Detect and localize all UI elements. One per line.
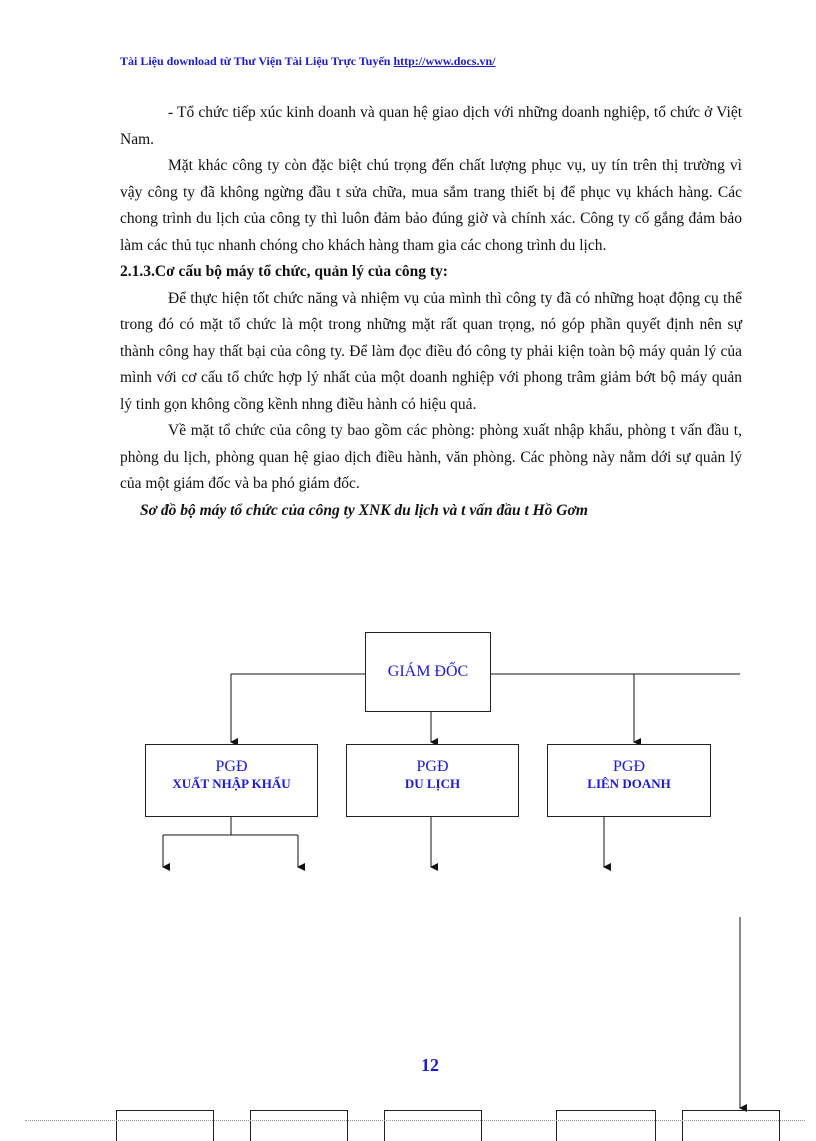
- paragraph-2: Mặt khác công ty còn đặc biệt chú trọng đến chất lượng phục vụ, uy tín trên thị trường vì vậy công ty đã không ngừng đầu t sửa chữa, mua sắm trang thiết bị để phục vụ khách hàng. Các chong trình du lịch của công ty thì luôn đảm bảo đúng giờ và chính xác. Công ty cố gắng đảm bảo làm các thủ tục nhanh chóng cho khách hàng tham gia các chong trình du lịch.: [120, 157, 742, 254]
- director-box: [365, 632, 491, 712]
- paragraph-1: - Tổ chức tiếp xúc kinh doanh và quan hệ giao dịch với những doanh nghiệp, tổ chức ở Việt Nam.: [120, 104, 742, 148]
- page-number: 12: [421, 1055, 439, 1075]
- paragraph-4: Về mặt tổ chức của công ty bao gồm các phòng: phòng xuất nhập khẩu, phòng t vấn đầu t, phòng du lịch, phòng quan hệ giao dịch điều hành, văn phòng. Các phòng này nằm dới sự quản lý của một giám đốc và ba phó giám đốc.: [120, 422, 742, 492]
- deputy-title: PGĐ: [416, 758, 449, 775]
- deputy-box-joint-venture: [547, 744, 711, 817]
- header-link[interactable]: http://www.docs.vn/: [393, 54, 496, 68]
- deputy-title: PGĐ: [612, 758, 645, 775]
- department-box-partial: [384, 1110, 482, 1141]
- deputy-box-tourism: [346, 744, 519, 817]
- director-label: GIÁM ĐỐC: [387, 663, 469, 680]
- paragraph-3: Để thực hiện tốt chức năng và nhiệm vụ của mình thì công ty đã có những hoạt động cụ thể trong đó có mặt tổ chức là một trong những mặt rất quan trọng, nó góp phần quyết định nên sự thành công hay thất bại của công ty. Để làm đọc điều đó công ty phải kiện toàn bộ máy quản lý của mình với cơ cấu tổ chức hợp lý nhất của một doanh nghiệp với phong trâm giảm bớt bộ máy quản lý tinh gọn không cồng kềnh nhng điều hành có hiệu quả.: [120, 289, 742, 413]
- chart-caption: Sơ đồ bộ máy tổ chức của công ty XNK du lịch và t vấn đầu t Hồ Gơm: [140, 501, 588, 519]
- page-break-divider: [25, 1120, 805, 1121]
- department-box-partial: [556, 1110, 656, 1141]
- deputy-title: PGĐ: [215, 758, 248, 775]
- department-box-partial: [250, 1110, 348, 1141]
- deputy-unit: XUẤT NHẬP KHẨU: [172, 776, 291, 791]
- department-box-partial: [116, 1110, 214, 1141]
- section-heading: 2.1.3.Cơ cấu bộ máy tổ chức, quản lý của công ty:: [120, 263, 448, 280]
- deputy-unit: DU LỊCH: [404, 776, 461, 791]
- header-text: Tài Liệu download từ Thư Viện Tài Liệu Trực Tuyến: [120, 54, 391, 68]
- deputy-unit: LIÊN DOANH: [587, 776, 671, 791]
- deputy-box-import-export: [145, 744, 318, 817]
- department-box-partial: [682, 1110, 780, 1141]
